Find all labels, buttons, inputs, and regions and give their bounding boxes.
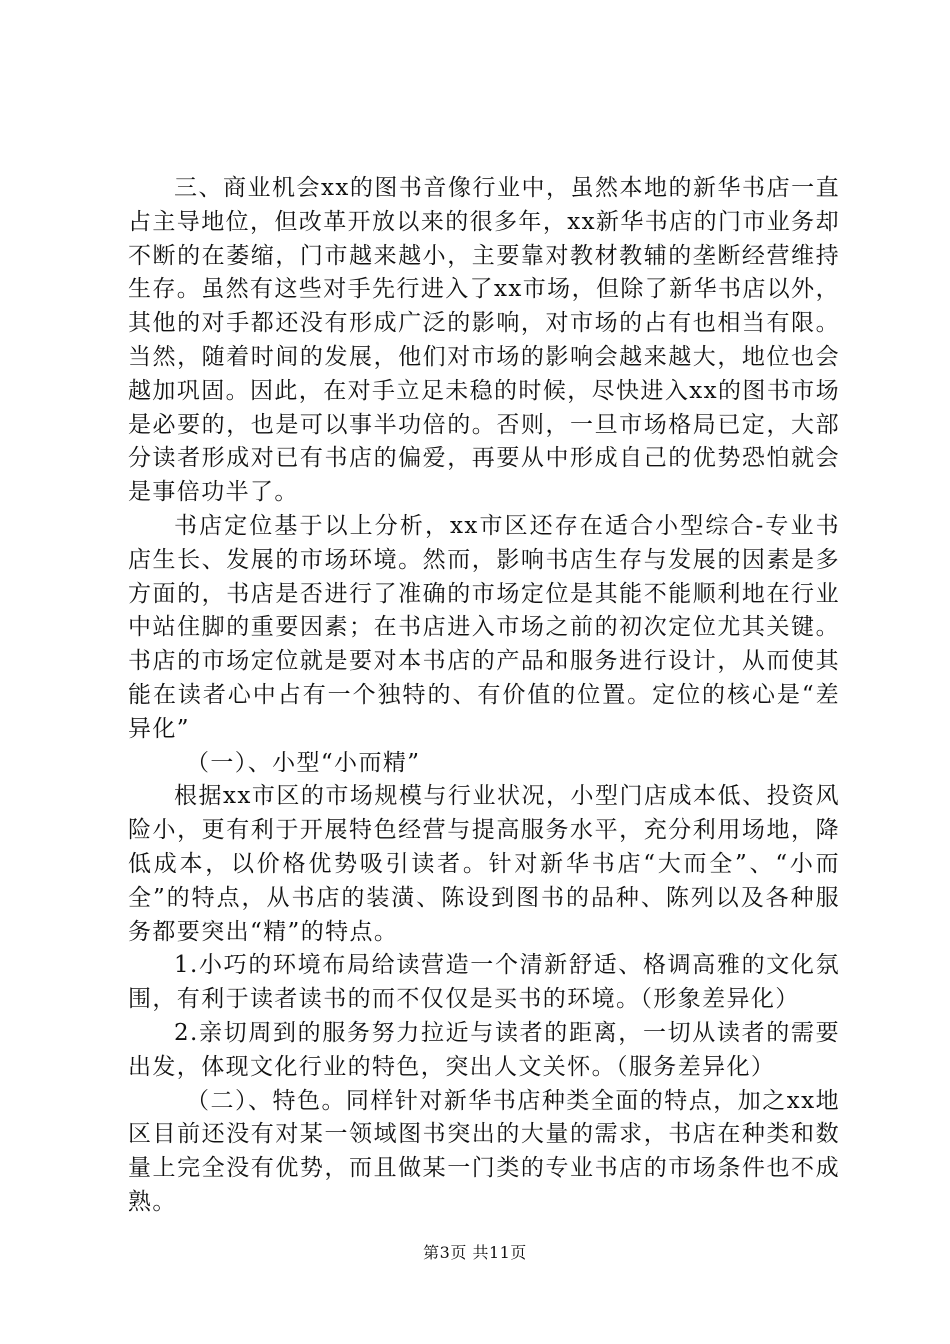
paragraph-business-opportunity: 三、商业机会xx的图书音像行业中，虽然本地的新华书店一直占主导地位，但改革开放以来的很多年，xx新华书店的门市业务却不断的在萎缩，门市越来越小，主要靠对教材教辅的垄断经营维持生存。虽然有这些对手先行进入了xx市场，但除了新华书店以外，其他的对手都还没有形成广泛的影响，对市场的占有也相当有限。当然，随着时间的发展，他们对市场的影响会越来越大，地位也会越加巩固。因此，在对手立足未稳的时候，尽快进入xx的图书市场是必要的，也是可以事半功倍的。否则，一旦市场格局已定，大部分读者形成对已有书店的偏爱，再要从中形成自己的优势恐怕就会是事倍功半了。 bbox=[128, 175, 840, 506]
paragraph-specialty: （二）、特色。同样针对新华书店种类全面的特点，加之xx地区目前还没有对某一领域图书突出的大量的需求，书店在种类和数量上完全没有优势，而且做某一门类的专业书店的市场条件也不成熟。 bbox=[128, 1087, 840, 1215]
paragraph-small-store-rationale: 根据xx市区的市场规模与行业状况，小型门店成本低、投资风险小，更有利于开展特色经营与提高服务水平，充分利用场地，降低成本，以价格优势吸引读者。针对新华书店“大而全”、“小而全”的特点，从书店的装潢、陈设到图书的品种、陈列以及各种服务都要突出“精”的特点。 bbox=[128, 783, 840, 945]
page-number-footer: 第3页 共11页 bbox=[423, 1243, 527, 1262]
paragraph-store-positioning: 书店定位基于以上分析，xx市区还存在适合小型综合-专业书店生长、发展的市场环境。然而，影响书店生存与发展的因素是多方面的，书店是否进行了准确的市场定位是其能不能顺利地在行业中站住脚的重要因素；在书店进入市场之前的初次定位尤其关键。书店的市场定位就是要对本书店的产品和服务进行设计，从而使其能在读者心中占有一个独特的、有价值的位置。定位的核心是“差异化” bbox=[128, 512, 840, 742]
document-body bbox=[128, 172, 840, 1220]
list-item-environment-layout: 1.小巧的环境布局给读营造一个清新舒适、格调高雅的文化氛围，有利于读者读书的而不仅仅是买书的环境。（形象差异化） bbox=[128, 952, 840, 1013]
list-item-service: 2.亲切周到的服务努力拉近与读者的距离，一切从读者的需要出发，体现文化行业的特色，突出人文关怀。（服务差异化） bbox=[128, 1019, 840, 1080]
section-heading-small-refined: （一）、小型“小而精” bbox=[186, 749, 421, 776]
